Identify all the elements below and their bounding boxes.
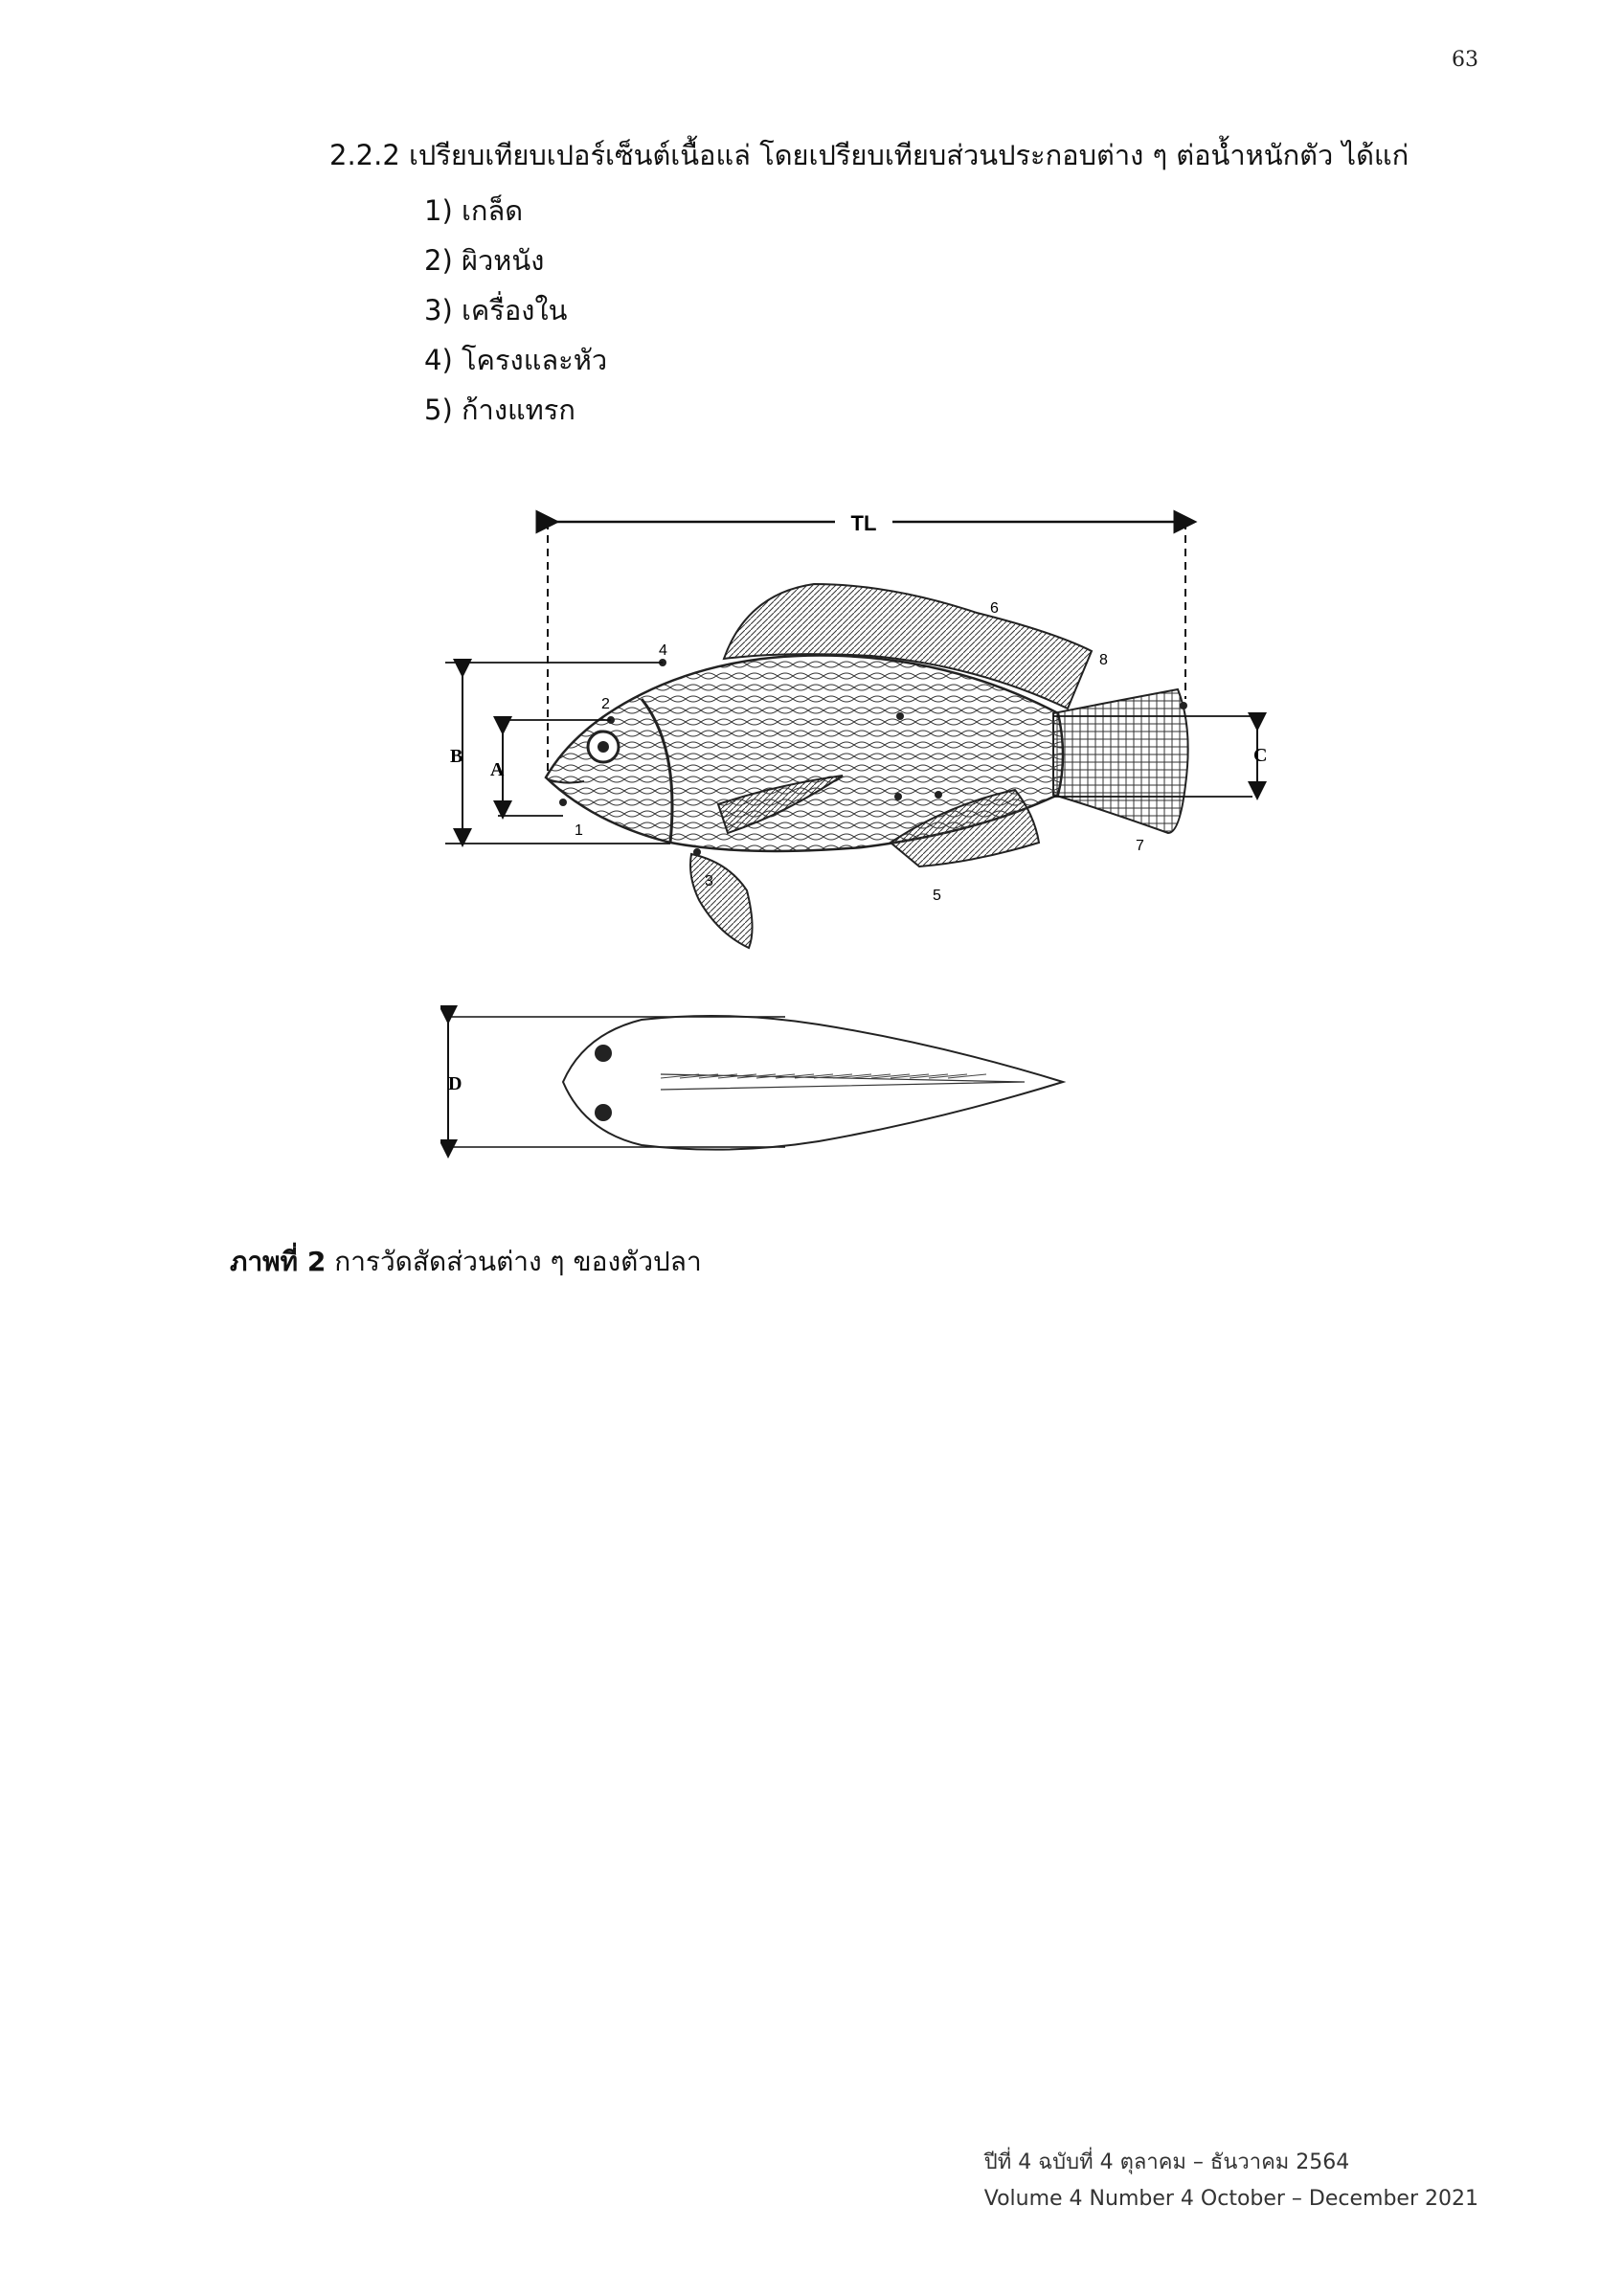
landmark-label-4: 4 xyxy=(659,642,667,659)
d-label: D xyxy=(448,1073,462,1094)
fish-pupil xyxy=(598,741,609,753)
section-heading: 2.2.2 เปรียบเทียบเปอร์เซ็นต์เนื้อแล่ โดยเปรียบเทียบส่วนประกอบต่าง ๆ ต่อน้ำหนักตัว ได้แก่ xyxy=(329,139,1410,171)
landmark-label-6: 6 xyxy=(990,600,999,617)
caption-label: ภาพที่ 2 xyxy=(230,1246,327,1277)
landmark-point xyxy=(896,712,904,720)
landmark-label-8: 8 xyxy=(1099,652,1108,668)
page-number: 63 xyxy=(1452,48,1478,72)
list-item: 4) โครงและหัว xyxy=(424,344,608,376)
landmark-point xyxy=(559,799,567,806)
landmark-label-1: 1 xyxy=(575,822,583,839)
footer-english: Volume 4 Number 4 October – December 2021 xyxy=(983,2187,1478,2211)
tail-fin xyxy=(1053,689,1188,833)
landmark-point xyxy=(935,791,942,799)
caption-text: การวัดสัดส่วนต่าง ๆ ของตัวปลา xyxy=(334,1246,702,1277)
list-item: 5) ก้างแทรก xyxy=(424,394,575,426)
list-item: 3) เครื่องใน xyxy=(424,294,568,326)
a-label: A xyxy=(490,759,505,780)
top-view-chevrons xyxy=(661,1074,986,1078)
top-view-eye xyxy=(595,1104,612,1121)
landmark-label-5: 5 xyxy=(933,888,941,904)
tl-label: TL xyxy=(850,511,877,535)
top-view-diagram xyxy=(448,1015,1063,1150)
landmark-label-3: 3 xyxy=(705,873,713,889)
pelvic-fin xyxy=(690,854,753,948)
landmark-point xyxy=(693,848,701,856)
landmark-label-2: 2 xyxy=(601,696,610,712)
landmark-point xyxy=(894,793,902,800)
landmark-point xyxy=(1180,702,1187,709)
fish-measurement-figure xyxy=(440,498,1283,1168)
top-view-eye xyxy=(595,1045,612,1062)
list-item: 1) เกล็ด xyxy=(424,194,524,227)
component-list xyxy=(424,186,607,435)
fish-diagram xyxy=(440,498,1283,1168)
b-label: B xyxy=(450,746,463,767)
footer xyxy=(984,2145,1478,2217)
footer-thai: ปีที่ 4 ฉบับที่ 4 ตุลาคม – ธันวาคม 2564 xyxy=(983,2150,1350,2174)
figure-caption xyxy=(230,1245,702,1279)
c-label: C xyxy=(1253,745,1268,766)
landmark-label-7: 7 xyxy=(1136,838,1144,854)
list-item: 2) ผิวหนัง xyxy=(424,244,545,277)
